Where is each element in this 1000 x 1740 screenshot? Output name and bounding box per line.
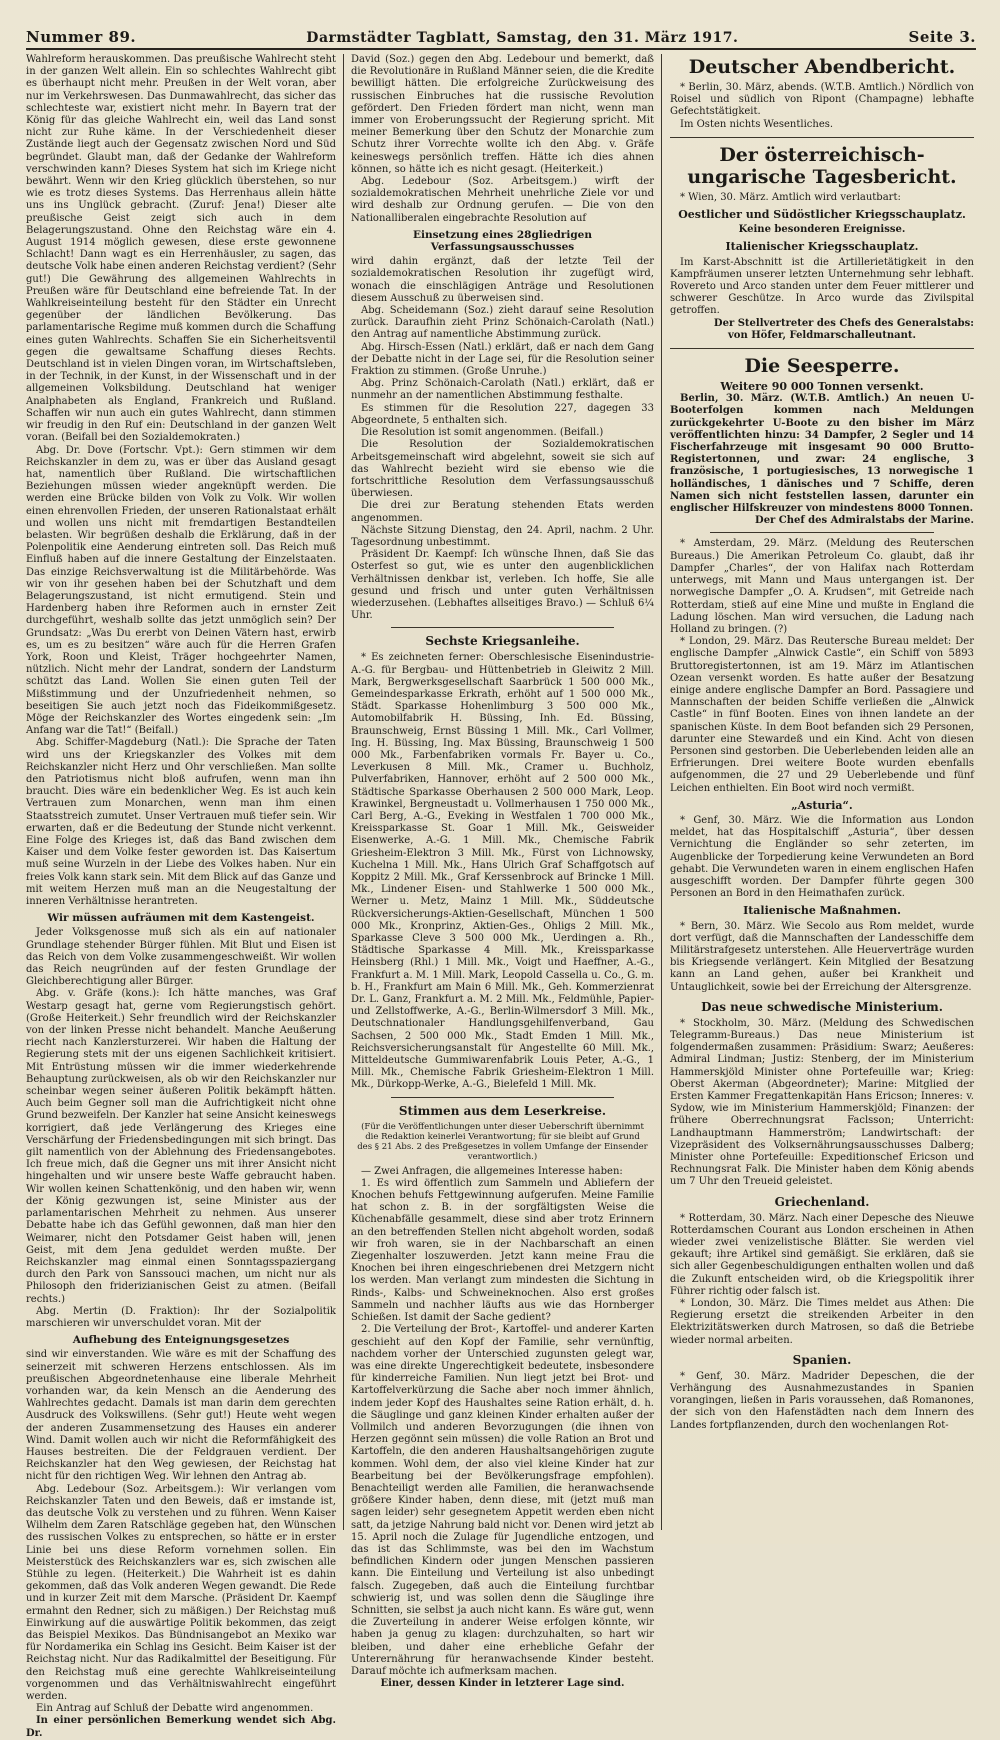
paragraph: Die Resolution ist somit angenommen. (Beifall.) <box>361 427 604 439</box>
issue-number: Nummer 89. <box>26 28 137 46</box>
subheading-kastengeist: Wir müssen aufräumen mit dem Kastengeist. <box>47 912 315 925</box>
paragraph: Abg. Mertin (D. Fraktion): Ihr der Sozialpolitik marschieren wir unverschuldet voran. Mit der <box>26 1305 336 1329</box>
paragraph: David (Soz.) gegen den Abg. Ledebour und bemerkt, daß die Revolutionäre in Rußland Männer seien, die die Kredite bewilligt hätten. Die erfolgreiche Zurückweisung des russischen Einbruches hat die russische Revolution gefördert. Den Frieden fördert man nicht, wenn man immer von Eroberungssucht der Regierung spricht. Mit meiner Bemerkung über den Schutz der Monarchie zum Schutz ihrer Vorrechte wollte ich den Abg. v. Gräfe keineswegs persönlich treffen. Hätte ich dies ahnen können, so hätte ich es nicht gesagt. (Heiterkeit.) <box>351 54 654 175</box>
paragraph: Abg. Prinz Schönaich-Carolath (Natl.) erklärt, daß er nunmehr an der namentlichen Abstimmung festhalte. <box>351 378 654 402</box>
paragraph: Abg. Scheidemann (Soz.) zieht darauf seine Resolution zurück. Daraufhin zieht Prinz Schönaich-Carolath (Natl.) den Antrag auf namentliche Abstimmung zurück. <box>351 305 654 341</box>
paragraph: * Rotterdam, 30. März. Nach einer Depesche des Nieuwe Rotterdamschen Courant aus London erscheinen in Athen wieder zwei venizelistische Blätter. Sie werden viel gekauft; ihre Artikel sind gemäßigt. Sie erklären, daß sie sich aller Gegenbeschuldigungen enthalten wollen und daß die Zukunft entscheiden wird, ob die Kriegspolitik ihrer Führer richtig oder falsch ist. <box>670 1212 974 1297</box>
heading-spanien: Spanien. <box>792 1352 852 1367</box>
newspaper-dateline: Darmstädter Tagblatt, Samstag, den 31. März 1917. <box>306 30 739 46</box>
paragraph: 1. Es wird öffentlich zum Sammeln und Abliefern der Knochen behufs Fettgewinnung aufgerufen. Meine Familie hat schon z. B. in der sorgfältigsten Weise die Küchenabfälle gesammelt, diese sind aber trotz Erinnern an den betreffenden Stellen nicht abgeholt worden, sodaß wir froh waren, sie in der Nachbarschaft an einen Ziegenhalter loszuwerden. Jetzt kann meine Frau die Knochen bei ihren eingeschriebenen drei Metzgern nicht los werden. Man verlangt zum mindesten die Sichtung in Rinds-, Kalbs- und Schweineknochen. Also erst großes Sammeln und nachher läufts aus wie das Hornberger Schießen. Ist damit der Sache gedient? <box>351 1177 654 1324</box>
paragraph: Es stimmen für die Resolution 227, dagegen 33 Abgeordnete, 5 enthalten sich. <box>351 402 654 426</box>
paragraph: 2. Die Verteilung der Brot-, Kartoffel- und anderer Karten geschieht auf den Kopf der Familie, sehr vernünftig, nachdem vorher der Unterschied zugunsten gelegt war, was eine direkte Ungerechtigkeit bedeutete, insbesondere für kinderreiche Familien. Nun liegt jetzt bei Brot- und Kartoffelverkürzung die Sache aber noch immer ähnlich, indem jeder Kopf des Haushaltes seine Ration erhält, d. h. die Säuglinge und ganz kleinen Kinder erhalten außer der Vollmilch und anderen Bevorzugungen (die ihnen von Herzen gegönnt sein müssen) die volle Ration an Brot und Kartoffeln, die den anderen Haushaltsangehörigen zugute kommen. Wohl dem, der also viel kleine Kinder hat zur Bearbeitung bei der Bevölkerungsfrage empfohlen). Benachteiligt werden alle Familien, die heranwachsende größere Kinder haben, denn diese, mit (jetzt muß man sagen leider) sehr gesegnetem Appetit werden eben nicht satt, da jetzige Nahrung bald nicht vor. Denen wird jetzt ab 15. April noch die Zulage für Jugendliche entzogen, und das ist das Schlimmste, was bei den im Wachstum befindlichen Kindern oder jungen Menschen passieren kann. Die Einteilung und Verteilung ist also unbedingt falsch. Zugegeben, daß auch die Einteilung furchtbar schwierig ist, und was sollen denn die Säuglinge ihre Schnitten, sie selbst ja auch nicht kann. Es wäre gut, wenn die Zuverteilung in anderer Weise erfolgen könnte, wir haben ja genug zu klagen: durchzuhalten, so hart wir bleiben, und daher eine erhebliche Gefahr der Unterernährung für heranwachsende Kinder besteht. Darauf möchte ich aufmerksam machen. <box>351 1324 654 1677</box>
paragraph: — Zwei Anfragen, die allgemeines Interesse haben: <box>361 1165 623 1177</box>
divider <box>670 348 974 349</box>
divider <box>391 627 614 628</box>
columns <box>26 54 976 1739</box>
signature-title: Der Stellvertreter des Chefs des Generalstabs: <box>713 317 974 329</box>
heading-seesperre: Die Seesperre. <box>744 355 900 378</box>
subheading-enteignungsgesetz: Aufhebung des Enteignungsgesetzes <box>72 1334 290 1347</box>
paragraph: Im Osten nichts Wesentliches. <box>680 118 834 130</box>
paragraph: Abg. Ledebour (Soz. Arbeitsgem.) wirft der sozialdemokratischen Mehrheit unehrliche Ziele vor und wird deshalb zur Ordnung gerufen. — Die von den Nationalliberalen eingebrachte Resolution auf <box>351 176 654 224</box>
paragraph: Präsident Dr. Kaempf: Ich wünsche Ihnen, daß Sie das Osterfest so gut, wie es unter den augenblicklichen Verhältnissen denkbar ist, verleben. Ich hoffe, Sie alle gesund und frisch und unter guten Verhältnissen wiederzusehen. (Lebhaftes allseitiges Bravo.) — Schluß 6¼ Uhr. <box>351 549 654 622</box>
paragraph: * London, 30. März. Die Times meldet aus Athen: Die Regierung ersetzt die streikenden Arbeiter in den Elektrizitätswerken durch Matrosen, so daß die Betriebe wieder normal arbeiten. <box>670 1298 974 1346</box>
paragraph: * Berlin, 30. März, abends. (W.T.B. Amtlich.) Nördlich von Roisel und südlich von Ripont (Champagne) lebhafte Gefechtstätigkeit. <box>670 82 974 118</box>
paragraph: Die drei zur Beratung stehenden Etats werden angenommen. <box>351 500 654 524</box>
paragraph: * London, 29. März. Das Reutersche Bureau meldet: Der englische Dampfer „Alnwick Castle“, ein Schiff von 5893 Bruttoregistertonnen, ist am 19. März im Atlantischen Ozean versenkt worden. Es hatte außer der Besatzung einige andere englische Dampfer an Bord. Passagiere und Mannschaften der beiden Schiffe verließen die „Alnwick Castle“ in fünf Booten. Eines von ihnen landete an der spanischen Küste. In dem Boot befanden sich 29 Personen, darunter eine Stewardeß und ein Kind. Acht von diesen Personen sind gestorben. Die Ueberlebenden leiden alle an Erfrierungen. Drei weitere Boote wurden ebenfalls aufgenommen, die 27 und 29 Ueberlebende und fünf Leichen enthielten. Ein Boot wird noch vermißt. <box>670 636 974 794</box>
divider <box>670 137 974 138</box>
page-number: Seite 3. <box>908 28 976 46</box>
subheading-asturia: „Asturia“. <box>791 798 853 812</box>
column-2 <box>344 54 662 1690</box>
signature-admiralstab: Der Chef des Admiralstabs der Marine. <box>755 515 974 527</box>
paragraph: * Es zeichneten ferner: Oberschlesische Eisenindustrie-A.-G. für Bergbau- und Hüttenbetrieb in Gleiwitz 2 Mill. Mark, Bergwerksgesellschaft Saarbrück 1 500 000 Mk., Gemeindesparkasse Erkrath, erhöht auf 1 500 000 Mk., Städt. Sparkasse Hohenlimburg 3 500 000 Mk., Automobilfabrik H. Büssing, Inh. Ed. Büssing, Braunschweig, Ernst Büssing 1 Mill. Mk., Carl Vollmer, Ing. H. Büssing, Ing. Max Büssing, Braunschweig 1 500 000 Mk., Farbenfabriken vormals Fr. Bayer u. Co., Leverkusen 8 Mill. Mk., Cramer u. Buchholz, Pulverfabriken, Hannover, erhöht auf 2 500 000 Mk., Städtische Sparkasse Oberhausen 2 500 000 Mark, Leop. Krawinkel, Bergneustadt u. Vollmerhausen 1 750 000 Mk., Carl Berg, A.-G., Eveking in Westfalen 1 700 000 Mk., Kreissparkasse St. Goar 1 Mill. Mk., Geisweider Eisenwerke, A.-G. 1 Mill. Mk., Chemische Fabrik Griesheim-Elektron 3 Mill. Mk., Fürst von Lichnowsky, Kuchelna 1 Mill. Mk., Hans Ulrich Graf Schaffgotsch auf Koppitz 2 Mill. Mk., Graf Kerssenbrock auf Brincke 1 Mill. Mk., Lindener Eisen- und Stahlwerke 1 500 000 Mk., Werner u. Metz, Mainz 1 Mill. Mk., Süddeutsche Rückversicherungs-Aktien-Gesellschaft, München 1 500 000 Mk., Kronprinz, Aktien-Ges., Ohligs 2 Mill. Mk., Sparkasse Cleve 3 500 000 Mk., Uerdingen a. Rh., Städtische Sparkasse 4 Mill. Mk., Kreissparkasse Heinsberg (Rhl.) 1 Mill. Mk., Voigt und Haeffner, A.-G., Frankfurt a. M. 1 Mill. Mark, Leopold Cassella u. Co., G. m. b. H., Frankfurt am Main 6 Mill. Mk., Geh. Kommerzienrat Dr. L. Ganz, Frankfurt a. M. 2 Mill. Mk., Feldmühle, Papier- und Zellstoffwerke, A.-G., Berlin-Wilmersdorf 3 Mill. Mk., Deutschnationaler Handlungsgehilfenverband, Gau Sachsen, 2 500 000 Mk., Stadt Emden 1 Mill. Mk., Reichsversicherungsanstalt für Angestellte 60 Mill. Mk., Mitteldeutsche Gummiwarenfabrik Louis Peter, A.-G., 1 Mill. Mk., Chemische Fabrik Griesheim-Elektron 1 Mill. Mk., Dürkopp-Werke, A.-G., Bielefeld 1 Mill. Mk. <box>351 652 654 1091</box>
subheading-verfassungsausschuss: Einsetzung eines 28gliedrigen Verfassungsausschusses <box>413 228 592 254</box>
paragraph: * Genf, 30. März. Wie die Information aus London meldet, hat das Hospitalschiff „Asturia“, über dessen Vernichtung die Engländer so sehr zeterten, im Augenblicke der Torpedierung keine Verwundeten an Bord gehabt. Die Verwundeten waren in einem englischen Hafen ausgeschifft worden. Der Dampfer führte gegen 300 Personen an Bord in den Heimathafen zurück. <box>670 814 974 900</box>
subheading-ereignisse: Keine besonderen Ereignisse. <box>738 224 906 236</box>
signature-name: von Höfer, Feldmarschalleutnant. <box>728 329 916 341</box>
subheading-oestlicher: Oestlicher und Südöstlicher Kriegsschauplatz. <box>678 208 966 222</box>
divider <box>391 1097 614 1098</box>
masthead <box>26 28 976 50</box>
paragraph: Berlin, 30. März. (W.T.B. Amtlich.) An neuen U-Booterfolgen kommen nach Meldungen zurückgekehrter U-Boote zu den bisher im März veröffentlichten hinzu: 34 Dampfer, 2 Segler und 14 Fischerfahrzeuge mit insgesamt 90 000 Brutto-Registertonnen, und zwar: 24 englische, 3 französische, 1 portugiesisches, 13 norwegische 1 holländisches, 1 dänisches und 7 Schiffe, deren Namen sich nicht feststellen lassen, darunter ein englischer Hilfskreuzer von mindestens 8000 Tonnen. <box>670 393 974 515</box>
subheading-italienischer: Italienischer Kriegsschauplatz. <box>725 240 919 254</box>
subheading-tonnen: Weitere 90 000 Tonnen versenkt. <box>720 380 924 394</box>
paragraph: Im Karst-Abschnitt ist die Artillerietätigkeit in den Kampfräumen unserer letzten Unternehmung sehr lebhaft. Rovereto und Arco standen unter dem Feuer mittlerer und schwerer Geschütze. In Arco wurde das Zivilspital getroffen. <box>670 256 974 317</box>
heading-tagesbericht: Der österreichisch-ungarische Tagesbericht. <box>687 143 957 188</box>
column-1 <box>26 54 344 1739</box>
heading-abendbericht: Deutscher Abendbericht. <box>688 56 956 78</box>
subheading-massnahmen: Italienische Maßnahmen. <box>743 904 901 918</box>
paragraph: * Wien, 30. März. Amtlich wird verlautbart: <box>680 191 901 203</box>
paragraph: Abg. Ledebour (Soz. Arbeitsgem.): Wir verlangen vom Reichskanzler Taten und den Beweis, daß er imstande ist, das deutsche Volk zu verstehen und zu führen. Wenn Kaiser Wilhelm dem Zaren Ratschläge gegeben hat, den Wünschen des russischen Volkes zu entsprechen, so hätte er in erster Linie bei uns diese Reform vornehmen sollen. Ein Meisterstück des Reichskanzlers war es, sich zwischen alle Stühle zu legen. (Heiterkeit.) Die Wahrheit ist es dahin gekommen, daß das Volk anderen Wegen gewandt. Die Rede und in kurzer Zeit mit dem Marsche. (Präsident Dr. Kaempf ermahnt den Redner, sich zu mäßigen.) Der Reichstag muß Einwirkung auf die auswärtige Politik bekommen, das zeigt das Beispiel Mexikos. Das Bündnisangebot an Mexiko war für Nordamerika ein Schlag ins Gesicht. Beim Kaiser ist der Reichstag nicht. Nur das Radikalmittel der Beseitigung. Für den Reichstag muß eine gerechte Wahlkreiseinteilung vorgenommen und das Verhältniswahlrecht eingeführt werden. <box>26 1483 336 1703</box>
paragraph: Jeder Volksgenosse muß sich als ein auf nationaler Grundlage stehender Bürger fühlen. Mit Blut und Eisen ist das Reich von dem Volke zusammengeschweißt. Wir wollen das Reich neugründen auf der festen Grundlage der Gleichberechtigung aller Bürger. <box>26 927 336 988</box>
paragraph: Abg. Hirsch-Essen (Natl.) erklärt, daß er nach dem Gang der Debatte nicht in der Lage sei, für die Resolution seiner Fraktion zu stimmen. (Große Unruhe.) <box>351 341 654 378</box>
paragraph: * Genf, 30. März. Madrider Depeschen, die der Verhängung des Ausnahmezustandes in Spanien vorangingen, ließen in Paris voraussehen, daß Romanones, der sich von den Hafenstädten nach dem Innern des Landes fortpflanzenden, durch den wochenlangen Rot- <box>670 1370 974 1431</box>
paragraph: Abg. Schiffer-Magdeburg (Natl.): Die Sprache der Taten wird uns der Kriegskanzler des Volkes mit dem Reichskanzler nicht Herz und Ohr verschließen. Man sollte den Patriotismus nicht bloß aufrufen, wenn man ihn braucht. Dies wäre ein bedenklicher Weg. Es ist auch kein Vertrauen zum Monarchen, wenn man ihm einen Staatsstreich zumutet. Unser Vertrauen muß tiefer sein. Wir erwarten, daß er die Bedeutung der Stunde nicht verkennt. Eine Folge des Krieges ist, daß das Band zwischen dem Kaiser und dem Volke fester geworden ist. Das Kaisertum muß seine Wurzeln in der Liebe des Volkes haben. Nur ein freies Volk kann stark sein. Mit dem Blick auf das Ganze und mit weitem Herzen muß man an die Neugestaltung der inneren Verhältnisse herantreten. <box>26 737 336 908</box>
paragraph: Wahlreform herauskommen. Das preußische Wahlrecht steht in der ganzen Welt allein. Ein so schlechtes Wahlrecht gibt es überhaupt nicht mehr. Preußen in der Welt voran, aber nur im Verkehrswesen. Das Dunmawahlrecht, das sicher das schlechteste war, existiert nicht mehr. In Bayern trat der König für das gleiche Wahlrecht ein, weil das Land sonst nicht zur Ruhe käme. In der Verschiedenheit dieser Zustände liegt auch der Gegensatz zwischen Nord und Süd begründet. Glaubt man, daß der Gedanke der Wahlreform verschwinden kann? Dieses System hat sich im Kriege nicht bewährt. Wenn wir den Krieg glücklich überstehen, so nur wie es trotz dieses Systems. Das Herrenhaus allein hätte uns ins Unglück gebracht. (Zuruf: Jena!) Dieser alte preußische Geist zeigt sich auch in dem Belagerungszustand. Ohne den Reichstag wäre ein 4. August 1914 möglich gewesen, diese erste gewonnene Schlacht! Dann wagt es ein Herrenhäusler, zu sagen, das deutsche Volk habe einen anderen Reichstag verdient? (Sehr gut!) Die Gewährung des allgemeinen Wahlrechts in Preußen wäre für Deutschland eine befreiende Tat. In der Wahlkreiseinteilung besteht für den Städter ein Unrecht gegenüber der ländlichen Bevölkerung. Das parlamentarische Regime muß kommen durch die Schaffung eines guten Wahlrechts. Schaffen Sie ein Sicherheitsventil gegen die gewaltsame Schaffung dieses Rechts. Deutschland ist in vielen Dingen voran, im Wirtschaftsleben, in der Technik, in der Kunst, in der Wissenschaft und in der allgemeinen Volksbildung. Deutschland hat weniger Analphabeten als England, Frankreich und Rußland. Schaffen wir nun auch ein gutes Wahlrecht, dann stimmen wir freudig in den Ruf ein: Deutschland in der ganzen Welt voran. (Beifall bei den Sozialdemokraten.) <box>26 54 336 444</box>
heading-griechenland: Griechenland. <box>774 1194 870 1209</box>
paragraph: * Bern, 30. März. Wie Secolo aus Rom meldet, wurde dort verfügt, daß die Mannschaften der Landesschiffe dem Militärstrafgesetz unterstehen. Alle Heuerverträge wurden bis Kriegsende verlängert. Kein Mitglied der Besatzung kann an Land gehen, außer bei Krankheit und Untauglichkeit, sowie bei der Erreichung der Altersgrenze. <box>670 920 974 993</box>
column-3 <box>662 54 974 1530</box>
letter-signature: Einer, dessen Kinder in letzterer Lage sind. <box>380 1678 625 1690</box>
paragraph: sind wir einverstanden. Wie wäre es mit der Schaffung des seinerzeit mit schweren Herzens entschlossen. Als im preußischen Abgeordnetenhause eine liberale Mehrheit vorhanden war, da kein Mensch an die Aenderung des Wahlrechtes gedacht. Damals ist man darin dem gerechten Ausdruck des Volkswillens. (Sehr gut!) Heute weht wegen der anderen Zusammensetzung des Hauses ein anderer Wind. Damit wollen auch wir nicht die Reformfähigkeit des Hauses bestreiten. Die der Feldgrauen verdient. Der Reichskanzler hat den Weg gewiesen, der Reichstag hat nicht für den richtigen Weg. Wir lehnen den Antrag ab. <box>26 1349 336 1483</box>
paragraph: Die Resolution der Sozialdemokratischen Arbeitsgemeinschaft wird abgelehnt, soweit sie sich auf das Wahlrecht bezieht wird sie ebenso wie die fortschrittliche Resolution dem Verfassungsausschuß überwiesen. <box>351 439 654 500</box>
heading-schwedische: Das neue schwedische Ministerium. <box>701 999 943 1014</box>
divider <box>710 532 934 533</box>
paragraph: Abg. Dr. Dove (Fortschr. Vpt.): Gern stimmen wir dem Reichskanzler in dem zu, was er über das Ausland gesagt hat, namentlich über Rußland. Die wirtschaftlichen Beziehungen müssen wieder angeknüpft werden. Die werden eine Brücke bilden von Volk zu Volk. Wir wollen einen ehrenvollen Frieden, der unseren Rationalstaat erhält und wollen uns nicht mit fremdartigen Bestandteilen belasten. Wir begrüßen deshalb die Erklärung, daß in der Polenpolitik eine Aenderung eintreten soll. Das Reich muß Einfluß haben auf die innere Gestaltung der Einzelstaaten. Das einzige Reichsverwaltung ist die Militärbehörde. Was wir von ihr gesehen haben bei der Schutzhaft und dem Belagerungszustand, ist nicht ermutigend. Stein und Hardenberg haben ihre Reformen auch in ernster Zeit durchgeführt, weshalb sollte das jetzt unmöglich sein? Der Grundsatz: „Was Du ererbt von Deinen Vätern hast, erwirb es, um es zu besitzen“ wäre auch für die Herren Grafen York, Roon und Kleist, Träger hochgeehrter Namen, nützlich. Nicht mehr der Landrat, sondern der Landsturm schützt das Land. Wollen Sie einen guten Teil der Mißstimmung und der Unzufriedenheit nehmen, so beseitigen Sie auch jetzt noch das Fideikommißgesetz. Möge der Reichskanzler des Wortes eingedenk sein: „Im Anfang war die Tat!“ (Beifall.) <box>26 444 336 737</box>
heading-kriegsanleihe: Sechste Kriegsanleihe. <box>425 634 580 649</box>
paragraph: Nächste Sitzung Dienstag, den 24. April, nachm. 2 Uhr. Tagesordnung unbestimmt. <box>351 524 654 548</box>
paragraph: wird dahin ergänzt, daß der letzte Teil der sozialdemokratischen Resolution ihr zugefügt wird, wonach die einschlägigen Anträge und Resolutionen diesem Ausschuß zu überweisen sind. <box>351 256 654 304</box>
paragraph: Ein Antrag auf Schluß der Debatte wird angenommen. <box>36 1703 314 1715</box>
paragraph: Abg. v. Gräfe (kons.): Ich hätte manches, was Graf Westarp gesagt hat, gerne vom Regierungstisch gehört. (Große Heiterkeit.) Sehr freundlich wird der Reichskanzler von der linken Presse nicht behandelt. Manche Aeußerung riecht nach Kanzlersturzerei. Wir haben die Haltung der Regierung stets mit der uns eigenen Sachlichkeit kritisiert. Mit Entrüstung müssen wir die immer wiederkehrende Behauptung zurückweisen, als ob wir den Reichskanzler nur scheinbar wegen seiner äußeren Politik bekämpft hätten. Auch beim Gegner soll man die Aufrichtigkeit nicht ohne Grund bezweifeln. Der Kanzler hat seine Ansicht keineswegs korrigiert, daß jede Verlängerung des Krieges eine Verschärfung der Friedensbedingungen mit sich bringt. Das gilt namentlich von der Ablehnung des Friedensangebotes. Ich freue mich, daß die Gegner uns mit ihrer Ansicht nicht hingehalten und wir unsere beste Waffe gebraucht haben. Wir wollen keinen Schattenkönig, und den haben wir, wenn der König gezwungen ist, seine Minister aus der parlamentarischen Mehrheit zu nehmen. Aus unserer Debatte habe ich das Gefühl gewonnen, daß man hier den Weimarer, nicht den Potsdamer Geist haben will, jenen Geist, mit dem Jena geduldet werden mußte. Der Reichskanzler mag einmal einen Sonntagsspaziergang durch den Park von Sanssouci machen, um nicht nur als Philosoph den friderizianischen Geist zu atmen. (Beifall rechts.) <box>26 988 336 1305</box>
heading-leserkreise: Stimmen aus dem Leserkreise. <box>398 1103 607 1118</box>
paragraph: In einer persönlichen Bemerkung wendet sich Abg. Dr. <box>26 1715 336 1739</box>
paragraph: * Amsterdam, 29. März. (Meldung des Reuterschen Bureaus.) Die Amerikan Petroleum Co. glaubt, daß ihr Dampfer „Charles“, der von Halifax nach Rotterdam unterwegs, mit Mann und Maus untergangen ist. Der norwegische Dampfer „O. A. Krudsen“, mit Getreide nach Rotterdam, stieß auf eine Mine und mußte in England die Ladung löschen. Man wird versuchen, die Ladung nach Holland zu bringen. (?) <box>670 538 974 635</box>
paragraph: * Stockholm, 30. März. (Meldung des Schwedischen Telegramm-Bureaus.) Das neue Ministerium ist folgendermaßen zusammen: Präsidium: Swarz; Aeußeres: Admiral Lindman; Justiz: Stenberg, der im Ministerium Hammerskjöld Minister ohne Portefeuille war; Krieg: Oberst Akerman (Abgeordneter); Marine: Mitglied der Ersten Kammer Fregattenkapitän Hans Ericson; Inneres: v. Sydow, wie im Ministerium Hammerskjöld; Finanzen: der frühere Oberrechnungsrat Faclsson; Unterricht: Landhauptmann Hammerström; Landwirtschaft: der Vizepräsident des Volksernährungsausschusses Dalberg; Minister ohne Portefeuille: Expeditionschef Ericson und Rechnungsrat Falk. Die Minister haben dem König abends um 7 Uhr den Treueid geleistet. <box>670 1017 974 1188</box>
editorial-note: (Für die Veröffentlichungen unter dieser Ueberschrift übernimmt die Redaktion keinerlei Verantwortung; für sie bleibt auf Grund des § 21 Abs. 2 des Preßgesetzes in vollem Umfange der Einsender verantwortlich.) <box>357 1121 648 1162</box>
